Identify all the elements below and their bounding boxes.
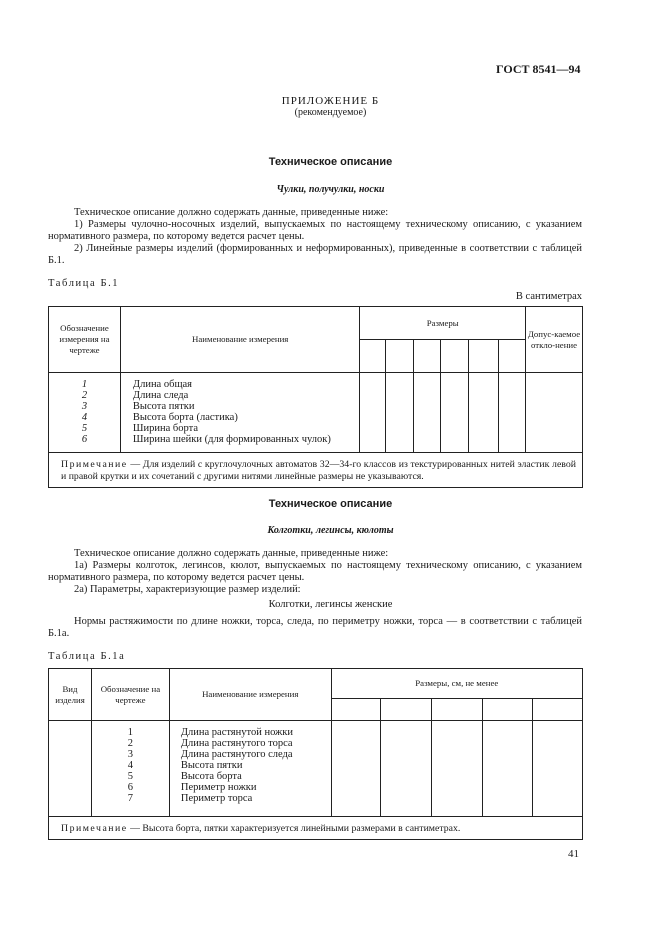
table2-header-sizes: Размеры, см, не менее bbox=[331, 669, 582, 699]
table2-caption: Таблица Б.1а bbox=[48, 651, 126, 662]
section1-subtitle: Чулки, получулки, носки bbox=[276, 184, 385, 195]
table1-note bbox=[49, 453, 583, 488]
section1-intro: Техническое описание должно содержать данные, приведенные ниже: bbox=[74, 207, 389, 218]
section2-title: Техническое описание bbox=[268, 498, 393, 510]
table-row: 5 bbox=[127, 771, 134, 782]
table-b1a bbox=[48, 668, 583, 840]
section1-item1: 1) Размеры чулочно-носочных изделий, выпускаемых по настоящему техническому описанию, с указанием нормативного размера, по которому ведется расчет цены. bbox=[48, 219, 582, 242]
table-row: 7 bbox=[127, 793, 134, 804]
table2-designations bbox=[91, 721, 169, 817]
table1-header-name: Наименование измерения bbox=[120, 307, 360, 373]
section2-norms-block bbox=[48, 616, 582, 640]
table1-note-label: Примечание bbox=[61, 459, 128, 470]
table2-header-designation: Обозначение на чертеже bbox=[91, 669, 169, 721]
table-row: Периметр ножки bbox=[180, 782, 257, 793]
section2-text bbox=[48, 548, 582, 596]
table-row: Высота пятки bbox=[132, 401, 195, 412]
table-row: 3 bbox=[127, 749, 134, 760]
section2-norms: Нормы растяжимости по длине ножки, торса, следа, по периметру ножки, торса — в соответствии с таблицей Б.1а. bbox=[48, 616, 582, 639]
table-row: Ширина шейки (для формированных чулок) bbox=[132, 434, 331, 445]
table2-note-label: Примечание bbox=[61, 823, 128, 834]
section2-intro: Техническое описание должно содержать данные, приведенные ниже: bbox=[74, 548, 389, 559]
table-row: Высота борта bbox=[180, 771, 242, 782]
table1-header-tolerance: Допус-каемое откло-нение bbox=[526, 307, 583, 373]
table2-header-kind: Вид изделия bbox=[49, 669, 92, 721]
table-row: 5 bbox=[81, 423, 88, 434]
table-row: 4 bbox=[127, 760, 134, 771]
table-row: Длина следа bbox=[132, 390, 189, 401]
table-row: Длина общая bbox=[132, 379, 193, 390]
table-row: 6 bbox=[127, 782, 134, 793]
section2-item1a: 1а) Размеры колготок, легинсов, кюлот, выпускаемых по настоящему техническому описанию, с указанием нормативного размера, по которому ведется расчет цены. bbox=[48, 560, 582, 583]
table-row: Высота пятки bbox=[180, 760, 243, 771]
table1-header-designation: Обозначение измерения на чертеже bbox=[49, 307, 121, 373]
table-b1 bbox=[48, 306, 583, 488]
table1-caption: Таблица Б.1 bbox=[48, 278, 120, 289]
page-number: 41 bbox=[568, 848, 579, 860]
table-row: Периметр торса bbox=[180, 793, 253, 804]
section1-text bbox=[48, 207, 582, 267]
table2-names bbox=[169, 721, 331, 817]
table-row: Длина растянутого торса bbox=[180, 738, 293, 749]
appendix-subtitle: (рекомендуемое) bbox=[294, 107, 367, 118]
table-row: Длина растянутой ножки bbox=[180, 727, 294, 738]
section2-group-title: Колготки, легинсы женские bbox=[268, 599, 393, 610]
table-row: 1 bbox=[127, 727, 134, 738]
table2-note bbox=[49, 817, 583, 840]
section1-item2: 2) Линейные размеры изделий (формированных и неформированных), приведенные в соответствии с таблицей Б.1. bbox=[48, 243, 582, 266]
table-row: Ширина борта bbox=[132, 423, 198, 434]
table1-designations bbox=[49, 373, 121, 453]
table-row: 6 bbox=[81, 434, 88, 445]
table1-note-text: — Для изделий с круглочулочных автоматов 32—34-го классов из текстурированных нитей эластик левой и правой крутки и их сочетаний с другими нитями линейные размеры не указываются. bbox=[61, 459, 576, 482]
table-row: Длина растянутого следа bbox=[180, 749, 293, 760]
section2-subtitle: Колготки, легинсы, кюлоты bbox=[267, 525, 394, 536]
appendix-title: ПРИЛОЖЕНИЕ Б bbox=[281, 95, 380, 107]
table-row: Высота борта (ластика) bbox=[132, 412, 238, 423]
table-row: 4 bbox=[81, 412, 88, 423]
table-row: 2 bbox=[81, 390, 88, 401]
table1-units: В сантиметрах bbox=[515, 291, 582, 302]
table-row: 1 bbox=[81, 379, 88, 390]
table2-header-name: Наименование измерения bbox=[169, 669, 331, 721]
table2-note-text: — Высота борта, пятки характеризуется линейными размерами в сантиметрах. bbox=[130, 823, 461, 834]
table-row: 3 bbox=[81, 401, 88, 412]
document-code: ГОСТ 8541—94 bbox=[496, 62, 581, 76]
section2-item2a: 2а) Параметры, характеризующие размер изделий: bbox=[74, 584, 301, 595]
table1-names bbox=[120, 373, 360, 453]
section1-title: Техническое описание bbox=[268, 156, 393, 168]
table1-header-sizes: Размеры bbox=[360, 307, 526, 340]
table-row: 2 bbox=[127, 738, 134, 749]
